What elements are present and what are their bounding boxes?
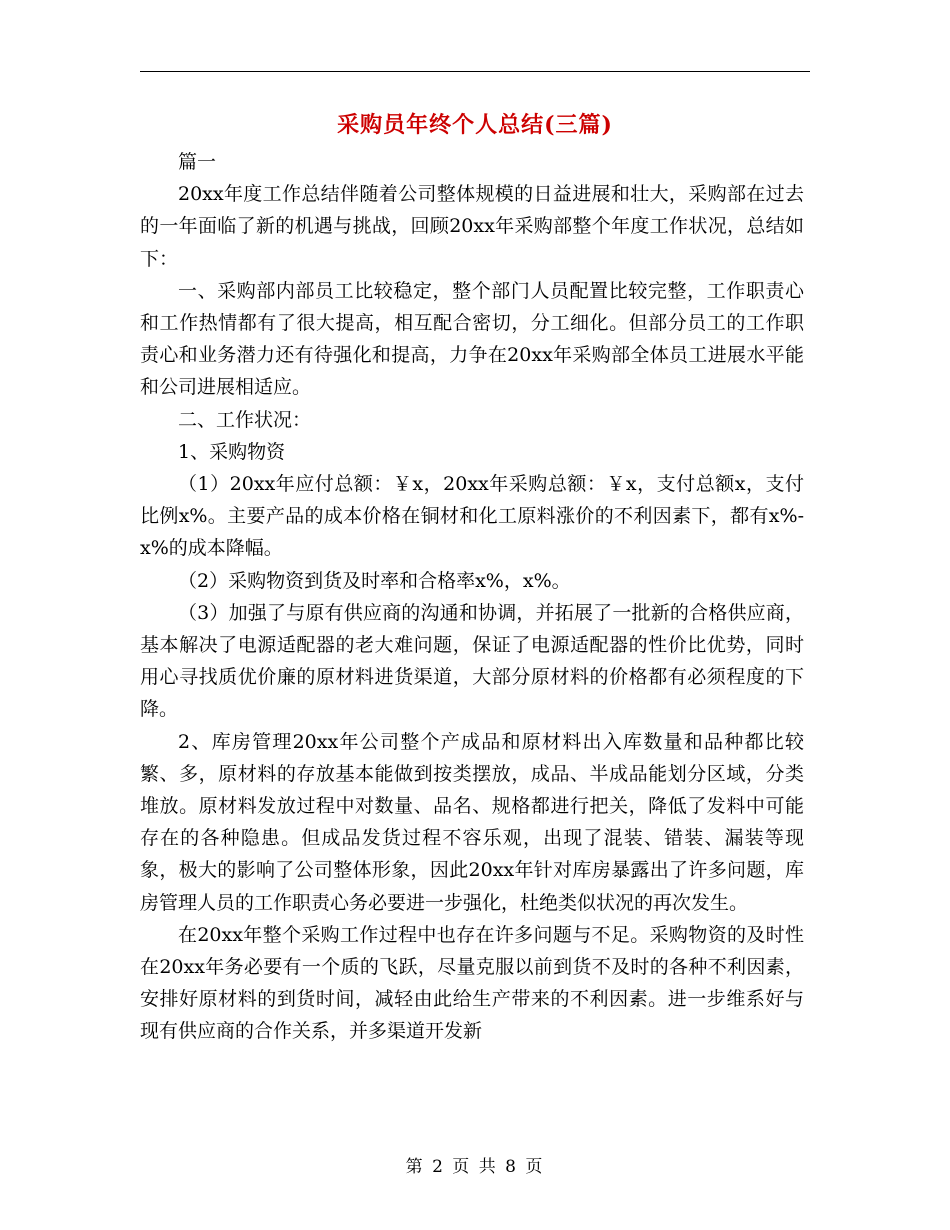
document-body	[140, 146, 804, 1048]
paragraph: 二、工作状况：	[178, 408, 312, 431]
document-title: 采购员年终个人总结(三篇)	[337, 112, 613, 138]
paragraph: （1）20xx年应付总额：￥x，20xx年采购总额：￥x，支付总额x，支付比例x%。主要产品的成本价格在铜材和化工原料涨价的不利因素下，都有x%-x%的成本降幅。	[140, 473, 804, 560]
paragraph: 一、采购部内部员工比较稳定，整个部门人员配置比较完整，工作职责心和工作热情都有了很大提高，相互配合密切，分工细化。但部分员工的工作职责心和业务潜力还有待强化和提高，力争在20xx年采购部全体员工进展水平能和公司进展相适应。	[140, 279, 804, 399]
header-rule	[140, 71, 810, 72]
page-number: 第 2 页 共 8 页	[405, 1157, 545, 1177]
paragraph: 1、采购物资	[178, 440, 286, 463]
paragraph: 2、库房管理20xx年公司整个产成品和原材料出入库数量和品种都比较繁、多，原材料的存放基本能做到按类摆放，成品、半成品能划分区域，分类堆放。原材料发放过程中对数量、品名、规格都进行把关，降低了发料中可能存在的各种隐患。但成品发货过程不容乐观，出现了混装、错装、漏装等现象，极大的影响了公司整体形象，因此20xx年针对库房暴露出了许多问题，库房管理人员的工作职责心务必要进一步强化，杜绝类似状况的再次发生。	[140, 730, 804, 914]
paragraph: 在20xx年整个采购工作过程中也存在许多问题与不足。采购物资的及时性在20xx年务必要有一个质的飞跃，尽量克服以前到货不及时的各种不利因素，安排好原材料的到货时间，减轻由此给生产带来的不利因素。进一步维系好与现有供应商的合作关系，并多渠道开发新	[140, 923, 804, 1043]
paragraph: 20xx年度工作总结伴随着公司整体规模的日益进展和壮大，采购部在过去的一年面临了新的机遇与挑战，回顾20xx年采购部整个年度工作状况，总结如下：	[140, 183, 804, 270]
section-heading: 篇一	[178, 151, 217, 173]
paragraph: （3）加强了与原有供应商的沟通和协调，并拓展了一批新的合格供应商，基本解决了电源适配器的老大难问题，保证了电源适配器的性价比优势，同时用心寻找质优价廉的原材料进货渠道，大部分原材料的价格都有必须程度的下降。	[140, 601, 804, 721]
paragraph: （2）采购物资到货及时率和合格率x%，x%。	[178, 569, 571, 592]
